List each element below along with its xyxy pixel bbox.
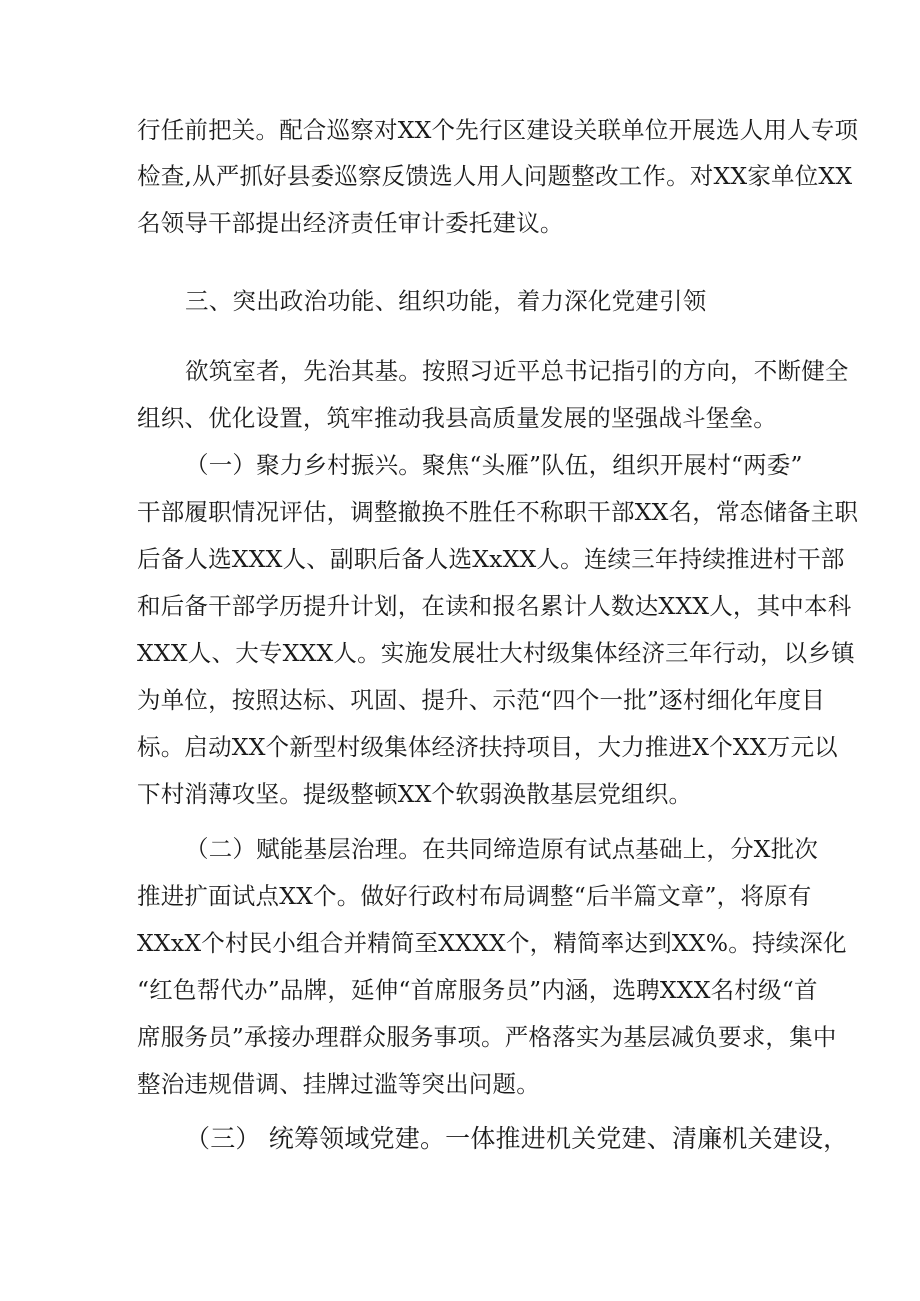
subsection-line: （三） 统筹领域党建。一体推进机关党建、清廉机关建设， [185,1124,849,1153]
text-line: 名领导干部提出经济责任审计委托建议。 [137,209,564,237]
text-line: 推进扩面试点XX个。做好行政村布局调整“后半篇文章”，将原有 [137,882,812,910]
text-line: “红色帮代办”品牌，延伸“首席服务员”内涵，选聘XXX名村级“首 [137,976,818,1004]
subsection-line: （一）聚力乡村振兴。聚焦“头雁”队伍，组织开展村“两委” [185,451,803,479]
text-line: 席服务员”承接办理群众服务事项。严格落实为基层减负要求，集中 [137,1023,837,1051]
text-line: XXX人、大专XXX人。实施发展壮大村级集体经济三年行动，以乡镇 [137,639,855,667]
text-line: 检查,从严抓好县委巡察反馈选人用人问题整改工作。对XX家单位XX [137,162,853,190]
text-line: 行任前把关。配合巡察对XX个先行区建设关联单位开展选人用人专项 [137,116,859,144]
text-line: 下村消薄攻坚。提级整顿XX个软弱涣散基层党组织。 [137,780,693,808]
text-line: 干部履职情况评估，调整撤换不胜任不称职干部XX名，常态储备主职 [137,498,859,526]
text-line: 整治违规借调、挂牌过滥等突出问题。 [137,1070,540,1098]
text-line: XXxX个村民小组合并精简至XXXX个，精简率达到XX%。持续深化 [137,929,847,957]
text-line: 为单位，按照达标、巩固、提升、示范“四个一批”逐村细化年度目 [137,686,826,714]
section-heading: 三、突出政治功能、组织功能，着力深化党建引领 [185,287,707,315]
text-line: 后备人选XXX人、副职后备人选XxXX人。连续三年持续推进村干部 [137,545,845,573]
text-line: 欲筑室者，先治其基。按照习近平总书记指引的方向，不断健全 [185,357,849,385]
text-line: 和后备干部学历提升计划，在读和报名累计人数达XXX人，其中本科 [137,592,852,620]
text-line: 标。启动XX个新型村级集体经济扶持项目，大力推进X个XX万元以 [137,733,838,761]
text-line: 组织、优化设置，筑牢推动我县高质量发展的坚强战斗堡垒。 [137,404,777,432]
subsection-line: （二）赋能基层治理。在共同缔造原有试点基础上，分X批次 [185,835,819,863]
